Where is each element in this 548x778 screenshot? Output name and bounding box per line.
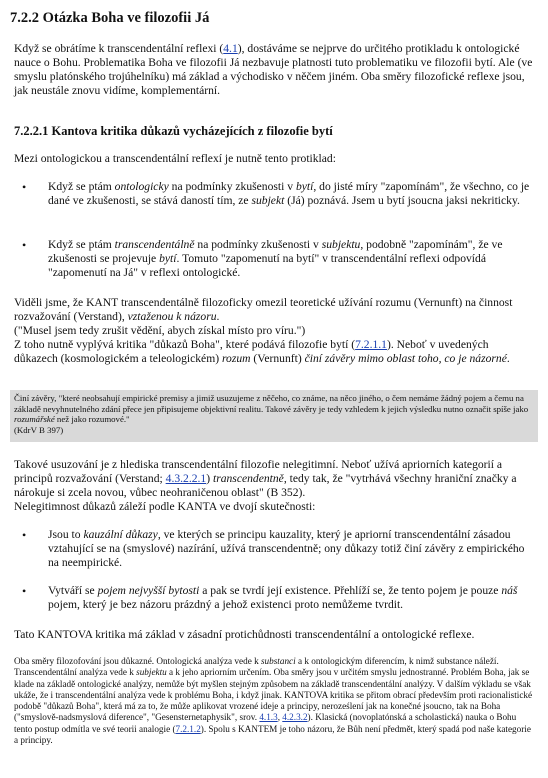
ref-link-4-1-3[interactable]: 4.1.3 [259,712,278,723]
bullet-dot: • [22,238,27,252]
ref-link-4-2-3-2[interactable]: 4.2.3.2 [282,712,308,723]
subsection-heading: 7.2.2.1 Kantova kritika důkazů vycházejících z filozofie bytí [14,124,333,138]
intro-text-2: ), dostáváme se nejprve do určitého protikladu k ontologické nauce o Bohu. Problematika Boha ve filozofii Já nezbavuje platnosti tuto problematiku ve filozofii bytí. Ale (ve smyslu platónského trojúhelníku) má základ a východisko v něčem jiném. Oba směry filozofické reflexe jsou, jak neustále znovu vidíme, komplementární. [14,42,533,97]
intro-text-1: Když se obrátíme k transcendentální reflexi ( [14,42,224,55]
bullet-dot: • [22,584,27,598]
bullet-dot: • [22,528,27,542]
intro-paragraph [14,42,534,98]
contradiction-statement: Tato KANTOVA kritika má základ v zásadní protichůdnosti transcendentální a ontologické reflexe. [14,628,475,641]
section-heading: 7.2.2 Otázka Boha ve filozofii Já [10,10,210,26]
bullet-item-ontological: Když se ptám ontologicky na podmínky zkušenosti v bytí, do jisté míry "zapomínám", že všechno, co je dané ve zkušenosti, se stává daností tím, ze subjekt (Já) poznává. Jsem u bytí jsoucna jaksi nekriticky. [48,180,530,207]
quote-reference: (KdrV B 397) [14,424,64,435]
ref-link-4-1[interactable]: 4.1 [223,42,238,55]
bullet-item-transcendental: Když se ptám transcendentálně na podmínky zkušenosti v subjektu, podobně "zapomínám", že ve zkušenosti se projevuje bytí. Tomuto "zapomenutí na bytí" v transcendentální reflexi odpovídá "zapomenutí na Já" v reflexi ontologické. [48,238,503,279]
small-print-note: Oba směry filozofování jsou důkazné. Ontologická analýza vede k substanci a k ontologickým diferencím, k nimž substance náleží. Transcendentální analýza vede k subjektu a k jeho apriorním určením. Oba směry jsou v určitém smyslu jednostranné. Problém Boha, jak se klade na základě ontologické analýzy, nemůže být myšlen stejným způsobem na základě transcendentální analýzy. V dalším výkladu se však ukáže, že i transcendentální analýza vede k problému Boha, i když jinak. KANTOVA kritika se přitom obrací především proti racionalistické podobě "důkazů Boha", která má za to, že může aplikovat vrozené ideje a principy, neroześlení jak na konečné jsoucno, tak na Boha ("smyslově-nadsmyslová diference", "Gesensternetaphysik", srov. 4.1.3, 4.2.3.2). Klasická (novoplatónská a scholastická) nauka o Bohu tento postup odmítla ve své teorii analogie (7.2.1.2). Spolu s KANTEM je toho názoru, že Bůh není předmět, který spadá pod naše kategorie a principy. [14,656,533,746]
kant-quote-box: Činí závěry, "které neobsahují empirické premisy a jimiž usuzujeme z něčeho, co známe, na něco jiného, o čem nemáme žádný pojem a čemu na základě nevyhnutelného zdání přece jen připisujeme objektivní realitu. Takové závěry je tedy vzhledem k jejich výsledku nutno označit spíše jako rozumářské než jako rozumové." (KdrV B 397) [10,390,538,442]
ref-link-4-3-2-2-1[interactable]: 4.3.2.2.1 [165,472,207,485]
bullet-item-causal-proofs: Jsou to kauzální důkazy, ve kterých se principu kauzality, který je apriorní transcendentální zásadou vztahující se na (smyslové) nazírání, užívá transcendentně; ony důkazy totiž činí závěry z empirického na neempirické. [48,528,525,569]
bullet-dot: • [22,180,27,194]
illegitimacy-paragraph: Takové usuzování je z hlediska transcendentální filozofie nelegitimní. Neboť užívá apriorních kategorií a principů rozvažování (Verstand; 4.3.2.2.1) transcendentně, tedy tak, že "vytrhává všechny hraniční značky a nárokuje si zcela novou, vůbec neohraničenou oblast" (B 352). Nelegitimnost důkazů záleží podle KANTA ve dvojí skutečnosti: [14,458,517,513]
ref-link-7-2-1-1[interactable]: 7.2.1.1 [355,338,387,351]
ref-link-7-2-1-2[interactable]: 7.2.1.2 [175,723,201,734]
contrast-intro: Mezi ontologickou a transcendentální reflexí je nutně tento protiklad: [14,152,336,165]
bullet-item-highest-being: Vytváří se pojem nejvyšší bytosti a pak se tvrdí její existence. Přehlíží se, že tento pojem je pouze náš pojem, který je bez názoru prázdný a jehož existenci proto nemůžeme tvrdit. [48,584,518,611]
kant-paragraph: Viděli jsme, že KANT transcendentálně filozoficky omezil teoretické užívání rozumu (Vernunft) na činnost rozvažování (Verstand), vztaženou k názoru. ("Musel jsem tedy zrušit vědění, abych získal místo pro víru.") Z toho nutně vyplývá kritika "důkazů Boha", které podává filozofie bytí (7.2.1.1). Neboť v uvedených důkazech (kosmologickém a teleologickém) rozum (Vernunft) činí závěry mimo oblast toho, co je názorné. [14,296,513,365]
